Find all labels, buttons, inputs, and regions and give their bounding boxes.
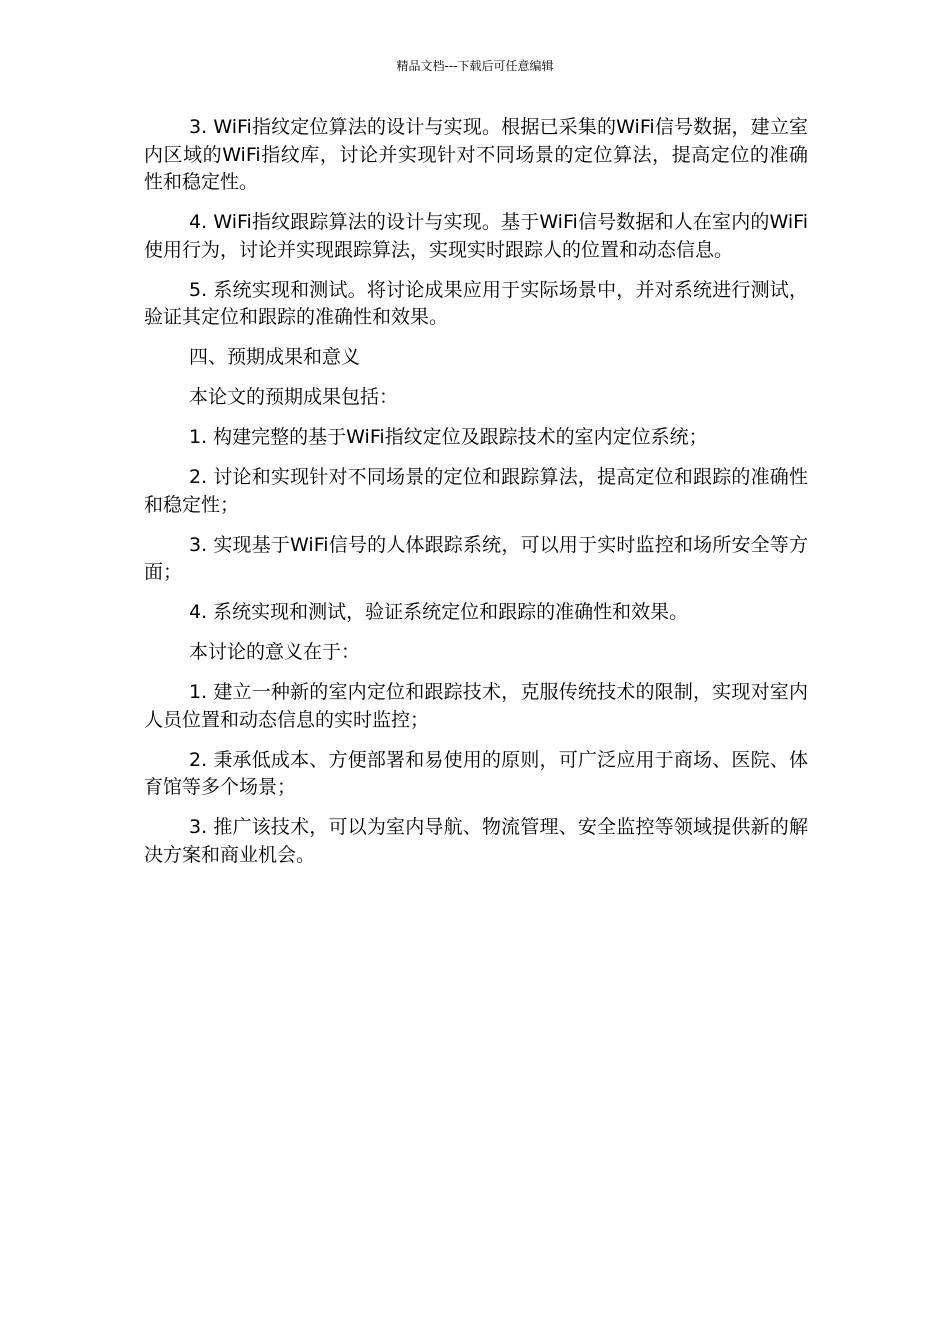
list-item-significance-3: 3. 推广该技术，可以为室内导航、物流管理、安全监控等领域提供新的解决方案和商业机会。 [144, 816, 808, 866]
paragraph-significance-intro: 本讨论的意义在于： [189, 641, 361, 663]
list-item-result-3: 3. 实现基于WiFi信号的人体跟踪系统，可以用于实时监控和场所安全等方面； [144, 533, 808, 583]
paragraph-wifi-tracking-algorithm: 4. WiFi指纹跟踪算法的设计与实现。基于WiFi信号数据和人在室内的WiFi使用行为，讨论并实现跟踪算法，实现实时跟踪人的位置和动态信息。 [144, 211, 808, 261]
list-item-result-4: 4. 系统实现和测试，验证系统定位和跟踪的准确性和效果。 [189, 601, 689, 623]
section-heading-expected-results: 四、预期成果和意义 [189, 346, 361, 368]
document-body [144, 114, 808, 882]
list-item-result-2: 2. 讨论和实现针对不同场景的定位和跟踪算法，提高定位和跟踪的准确性和稳定性； [144, 466, 808, 516]
paragraph-system-testing: 5. 系统实现和测试。将讨论成果应用于实际场景中，并对系统进行测试，验证其定位和跟踪的准确性和效果。 [144, 278, 808, 328]
page-header: 精品文档---下载后可任意编辑 [396, 59, 554, 73]
list-item-result-1: 1. 构建完整的基于WiFi指纹定位及跟踪技术的室内定位系统； [189, 426, 708, 448]
list-item-significance-2: 2. 秉承低成本、方便部署和易使用的原则，可广泛应用于商场、医院、体育馆等多个场景； [144, 748, 808, 798]
paragraph-wifi-positioning-algorithm: 3. WiFi指纹定位算法的设计与实现。根据已采集的WiFi信号数据，建立室内区域的WiFi指纹库，讨论并实现针对不同场景的定位算法，提高定位的准确性和稳定性。 [144, 116, 808, 193]
list-item-significance-1: 1. 建立一种新的室内定位和跟踪技术，克服传统技术的限制，实现对室内人员位置和动态信息的实时监控； [144, 681, 808, 731]
paragraph-expected-results-intro: 本论文的预期成果包括： [189, 386, 399, 408]
